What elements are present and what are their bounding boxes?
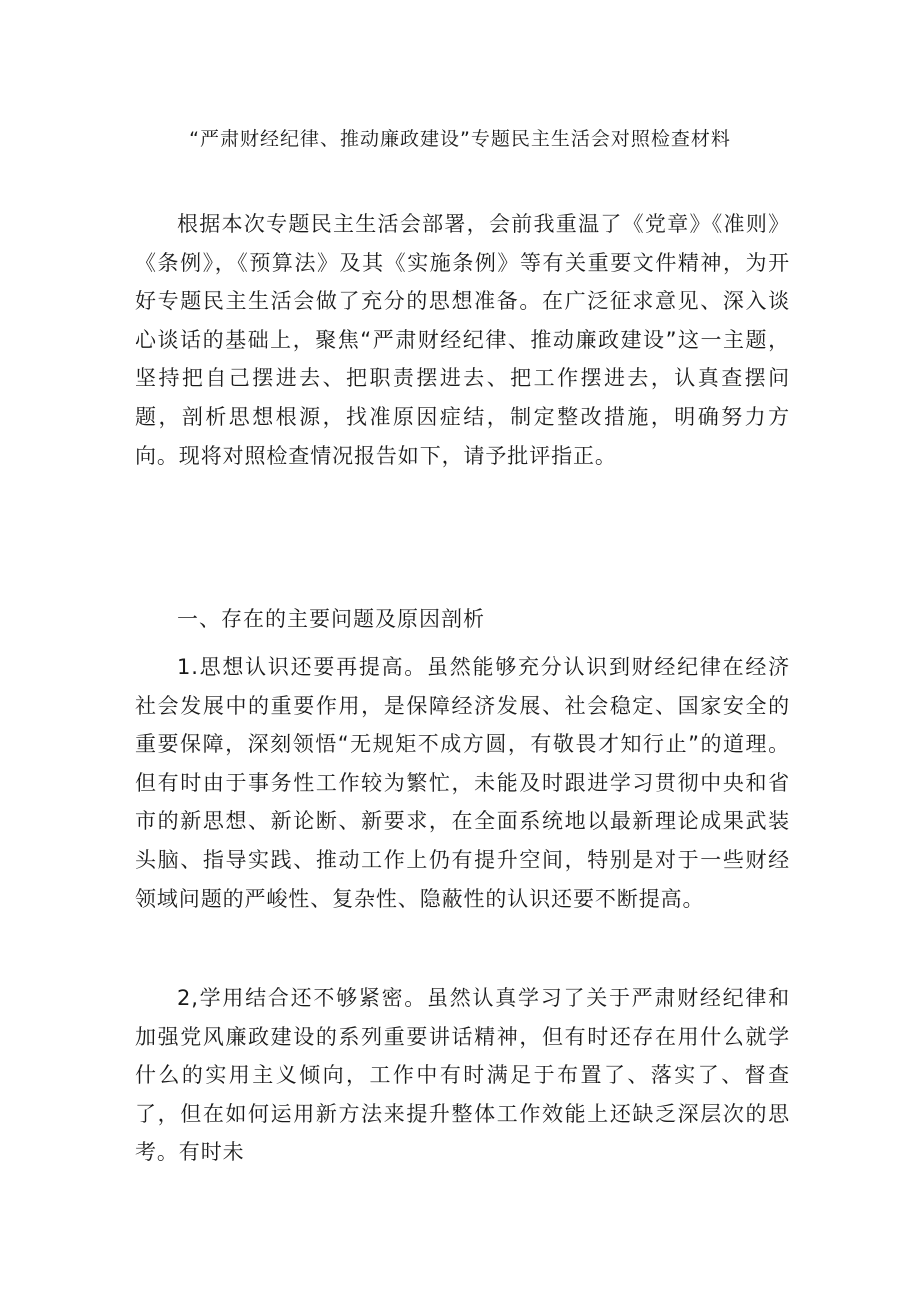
problem-item-2: 2,学用结合还不够紧密。虽然认真学习了关于严肃财经纪律和加强党风廉政建设的系列重要讲话精神，但有时还存在用什么就学什么的实用主义倾向，工作中有时满足于布置了、落实了、督查了，但在如何运用新方法来提升整体工作效能上还缺乏深层次的思考。有时未 — [135, 986, 790, 1165]
intro-paragraph: 根据本次专题民主生活会部署，会前我重温了《党章》《准则》《条例》，《预算法》及其《实施条例》等有关重要文件精神，为开好专题民主生活会做了充分的思想准备。在广泛征求意见、深入谈心谈话的基础上，聚焦“严肃财经纪律、推动廉政建设”这一主题，坚持把自己摆进去、把职责摆进去、把工作摆进去，认真查摆问题，剖析思想根源，找准原因症结，制定整改措施，明确努力方向。现将对照检查情况报告如下，请予批评指正。 — [135, 212, 790, 468]
section-heading: 一、存在的主要问题及原因剖析 — [177, 607, 485, 631]
document-title: “严肃财经纪律、推动廉政建设”专题民主生活会对照检查材料 — [189, 128, 731, 150]
problem-item-1: 1.思想认识还要再提高。虽然能够充分认识到财经纪律在经济社会发展中的重要作用，是保障经济发展、社会稳定、国家安全的重要保障，深刻领悟“无规矩不成方圆，有敬畏才知行止”的道理。但有时由于事务性工作较为繁忙，未能及时跟进学习贯彻中央和省市的新思想、新论断、新要求，在全面系统地以最新理论成果武装头脑、指导实践、推动工作上仍有提升空间，特别是对于一些财经领域问题的严峻性、复杂性、隐蔽性的认识还要不断提高。 — [135, 655, 790, 911]
